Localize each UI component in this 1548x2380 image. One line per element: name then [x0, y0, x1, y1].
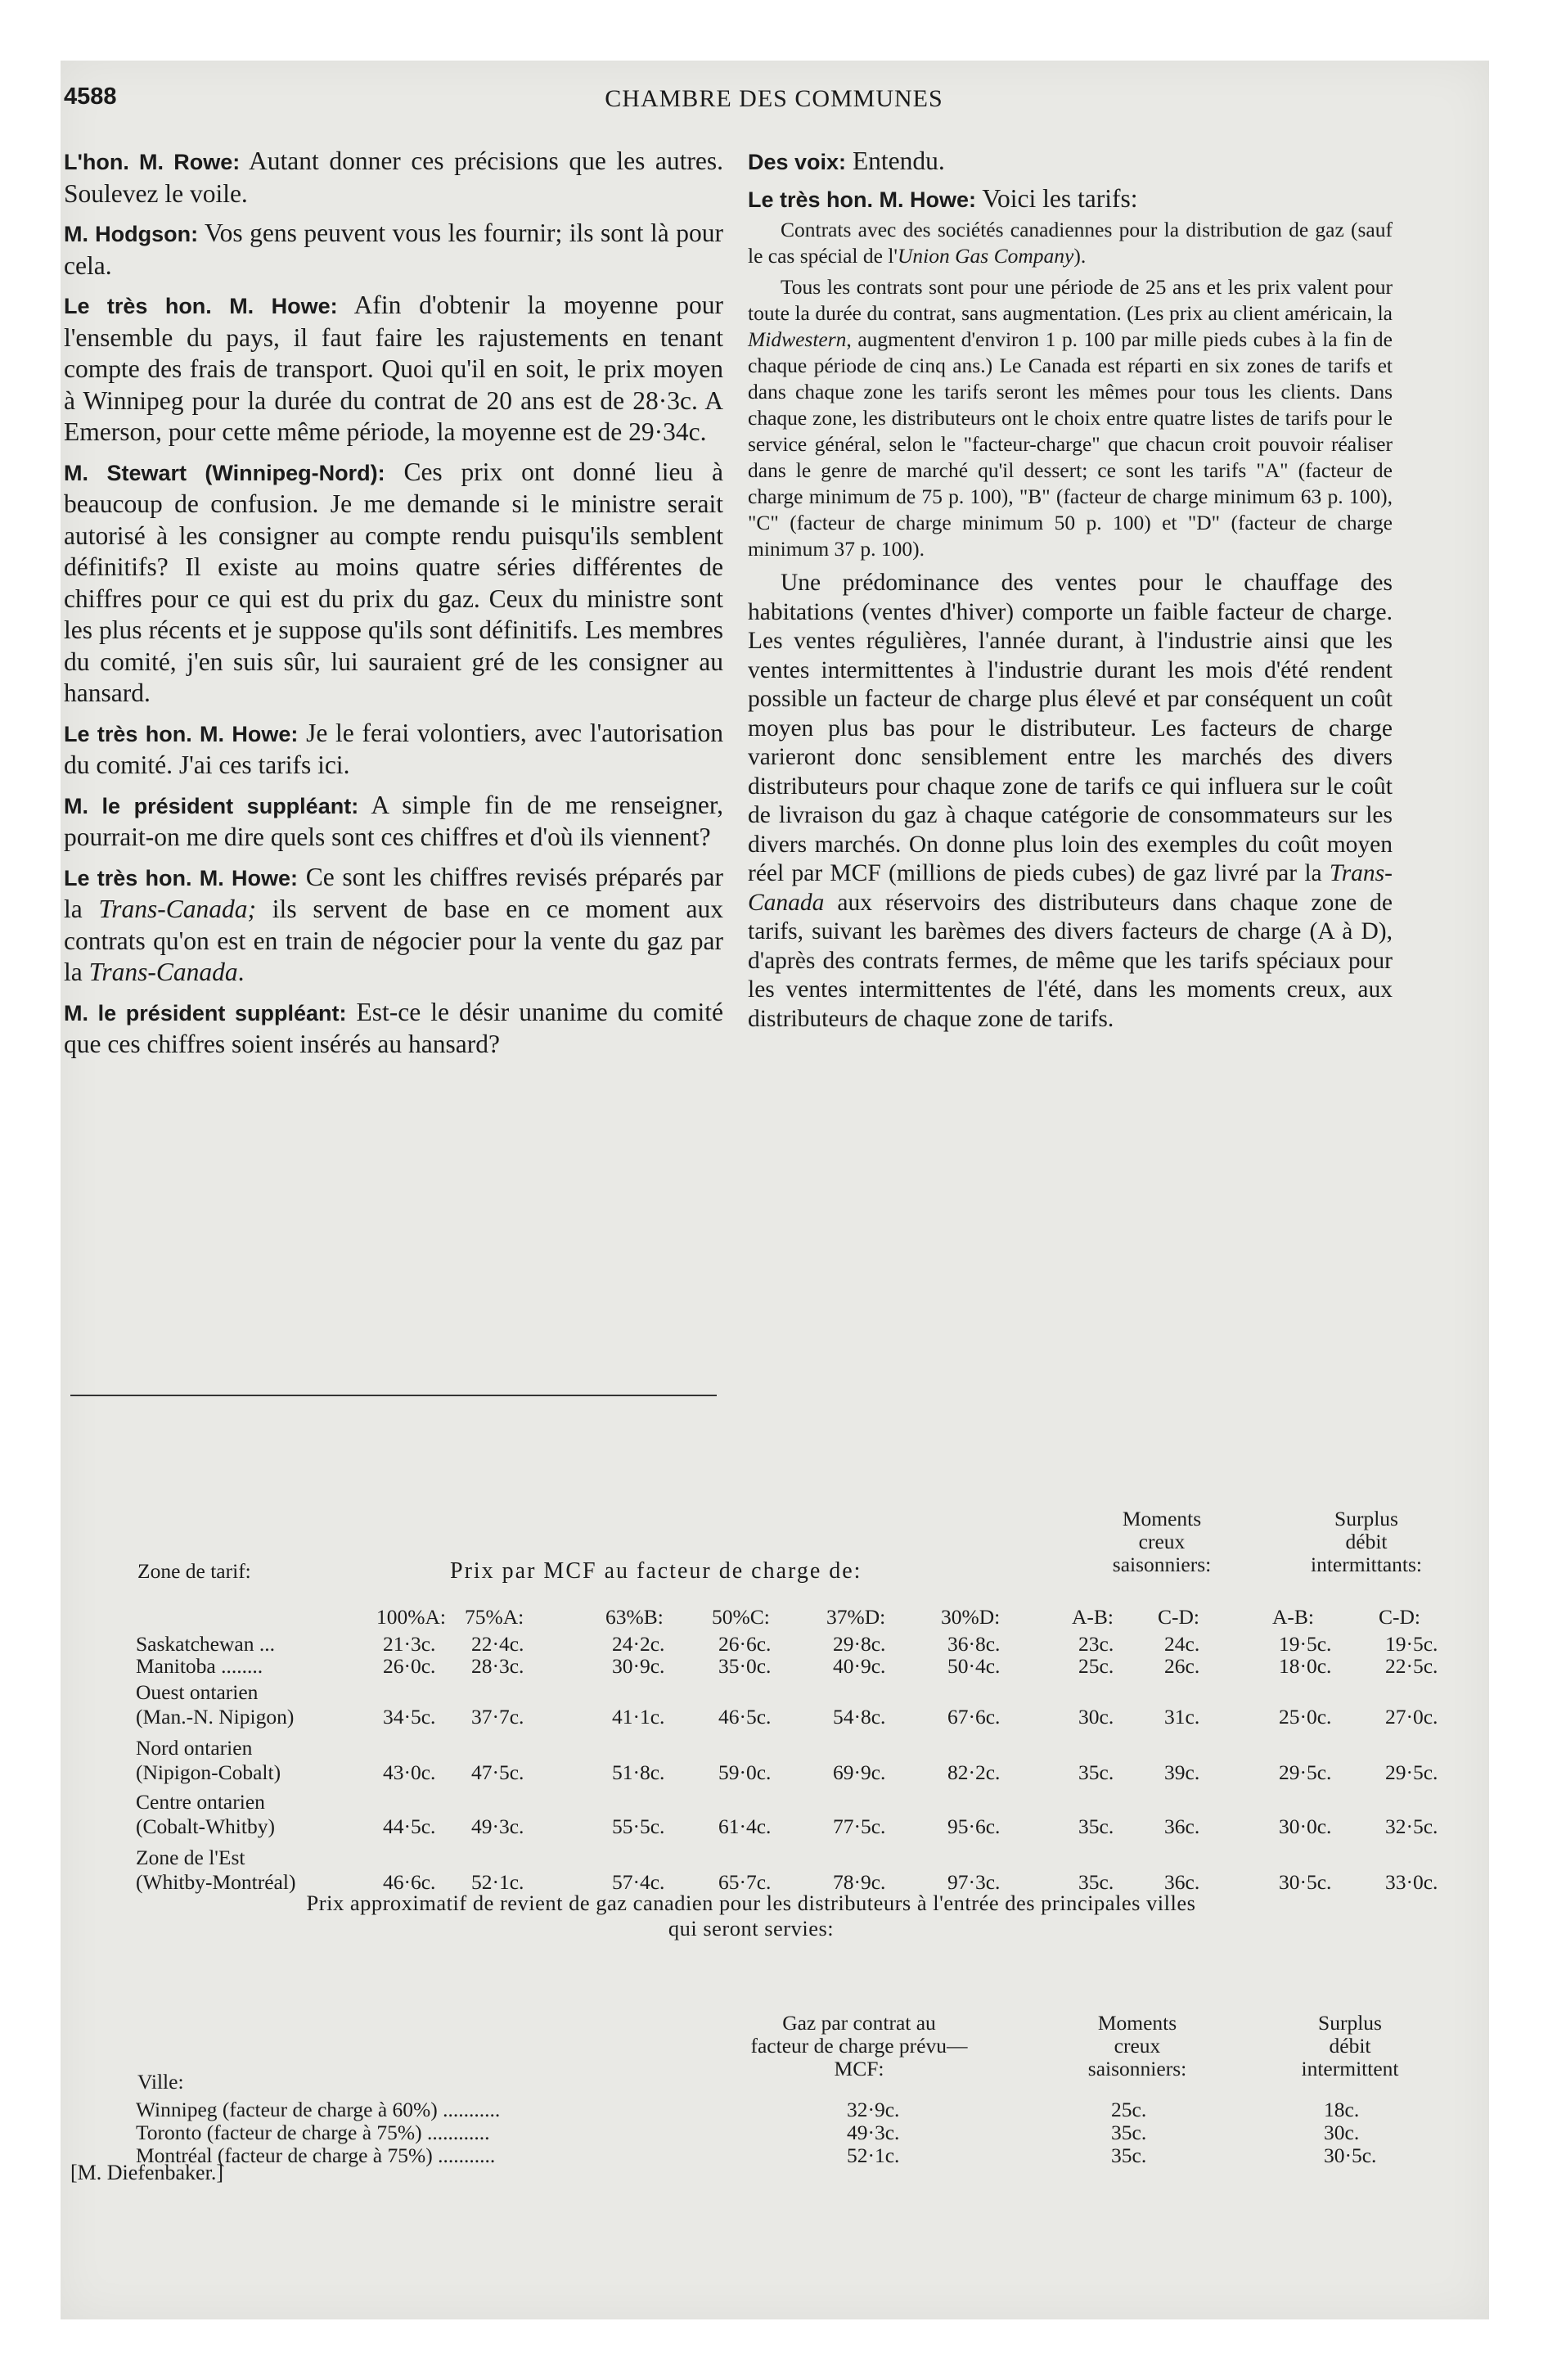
speaker-name: M. le président suppléant: — [64, 1000, 347, 1025]
tariff-value: 29·8c. — [833, 1632, 886, 1656]
tariff-value: 46·5c. — [718, 1705, 772, 1729]
speaker-name: Le très hon. M. Howe: — [64, 721, 299, 746]
tariff-value: 30c. — [1078, 1705, 1114, 1729]
gaz-price: 49·3c. — [847, 2121, 900, 2144]
tariff-value: 25·0c. — [1279, 1705, 1332, 1729]
tariff-subheader: 50%C: — [712, 1605, 770, 1629]
speech-emphasis: Trans-Canada — [88, 958, 238, 986]
tariff-value: 18·0c. — [1279, 1654, 1332, 1678]
tariff-value: 35·0c. — [718, 1654, 772, 1678]
tariff-value: 19·5c. — [1385, 1632, 1438, 1656]
speech-text: Autant donner ces précisions que les autres. Soulevez le voile. — [64, 146, 723, 208]
tariff-value: 65·7c. — [718, 1870, 772, 1894]
creux-column-header: Moments creux saisonniers: — [1087, 2011, 1187, 2080]
tariff-value: 77·5c. — [833, 1814, 886, 1838]
tariff-value: 54·8c. — [833, 1705, 886, 1729]
price-column-header: Prix par MCF au facteur de charge de: — [450, 1558, 862, 1584]
speech-text: Entendu. — [846, 146, 945, 175]
tariff-subheader: 75%A: — [465, 1605, 524, 1629]
tariff-value: 24·2c. — [612, 1632, 665, 1656]
speaker-name: M. Hodgson: — [64, 222, 199, 246]
page-number: 4588 — [64, 83, 117, 110]
speaker-name: Le très hon. M. Howe: — [64, 294, 338, 318]
tariff-value: 19·5c. — [1279, 1632, 1332, 1656]
note-text: Contrats avec des sociétés canadiennes pour la distribution de gaz (sauf le cas spécial de l' — [748, 218, 1393, 268]
tariff-value: 36c. — [1164, 1870, 1200, 1894]
surplus-price: 30c. — [1324, 2121, 1360, 2144]
tariff-value: 22·5c. — [1385, 1654, 1438, 1678]
speech-text: . — [237, 958, 245, 986]
zone-name: (Nipigon-Cobalt) — [136, 1760, 281, 1784]
tariff-value: 29·5c. — [1385, 1760, 1438, 1784]
tariff-value: 40·9c. — [833, 1654, 886, 1678]
speaker-name: Des voix: — [748, 150, 847, 174]
zone-name: (Cobalt-Whitby) — [136, 1814, 275, 1838]
tariff-value: 55·5c. — [612, 1814, 665, 1838]
tariff-value: 51·8c. — [612, 1760, 665, 1784]
tariff-value: 37·7c. — [471, 1705, 524, 1729]
ville-column-header: Ville: — [137, 2070, 184, 2094]
tariff-value: 59·0c. — [718, 1760, 772, 1784]
paragraph-emphasis: Trans-Canada — [748, 860, 1393, 916]
zone-name: (Man.-N. Nipigon) — [136, 1705, 295, 1729]
tariff-value: 33·0c. — [1385, 1870, 1438, 1894]
zone-name: (Whitby-Montréal) — [136, 1870, 296, 1894]
tariff-value: 26·6c. — [718, 1632, 772, 1656]
note-text: Tous les contrats sont pour une période de 25 ans et les prix valent pour toute la durée du contrat, sans augmentation. (Les prix au client américain, la — [748, 275, 1393, 325]
note-emphasis: Union Gas Company — [898, 244, 1074, 268]
creux-price: 35c. — [1111, 2143, 1147, 2167]
table2-caption: Prix approximatif de revient de gaz canadien pour les distributeurs à l'entrée des principales villes qui seront servies: — [306, 1891, 1196, 1941]
tariff-subheader: C-D: — [1158, 1605, 1199, 1629]
city-name: Montréal (facteur de charge à 75%) ........... — [136, 2143, 496, 2167]
tariff-value: 24c. — [1164, 1632, 1200, 1656]
zone-name: Centre ontarien — [136, 1790, 265, 1814]
paragraph-text: Une prédominance des ventes pour le chauffage des habitations (ventes d'hiver) comporte un faible facteur de charge. Les ventes régulières, l'année durant, à l'industrie ainsi que les ventes intermittentes à l'industrie durant les mois d'été rendent possible un facteur de charge plus élevé et par conséquent un coût moyen plus bas pour le distributeur. Les facteurs de charge varieront donc sensiblement entre les marchés des divers distributeurs pour chaque zone de tarifs ce qui influera sur le coût de livraison du gaz à chaque catégorie de consommateurs sur les divers marchés. On donne plus loin des exemples du coût moyen réel par MCF (millions de pieds cubes) de gaz livré par la — [748, 570, 1393, 886]
surplus-column-header: Surplus débit intermittent — [1301, 2011, 1399, 2080]
tariff-value: 82·2c. — [947, 1760, 1001, 1784]
speech-emphasis: Trans-Canada; — [98, 895, 257, 923]
tariff-value: 35c. — [1078, 1814, 1114, 1838]
speaker-name: Le très hon. M. Howe: — [64, 865, 299, 890]
speaker-name: M. le président suppléant: — [64, 793, 359, 818]
note-emphasis: Midwestern — [748, 327, 847, 351]
tariff-value: 30·5c. — [1279, 1870, 1332, 1894]
tariff-value: 26·0c. — [383, 1654, 436, 1678]
tariff-value: 27·0c. — [1385, 1705, 1438, 1729]
tariff-value: 69·9c. — [833, 1760, 886, 1784]
tariff-subheader: 30%D: — [941, 1605, 1001, 1629]
creux-price: 25c. — [1111, 2098, 1147, 2121]
speaker-name: L'hon. M. Rowe: — [64, 150, 241, 174]
tariff-value: 67·6c. — [947, 1705, 1001, 1729]
tariff-value: 32·5c. — [1385, 1814, 1438, 1838]
speech-text: Est-ce le désir unanime du comité que ces chiffres soient insérés au hansard? — [64, 997, 723, 1058]
gaz-column-header: Gaz par contrat au facteur de charge prévu— MCF: — [750, 2011, 968, 2080]
tariff-value: 31c. — [1164, 1705, 1200, 1729]
tariff-value: 36c. — [1164, 1814, 1200, 1838]
tariff-value: 41·1c. — [612, 1705, 665, 1729]
surplus-price: 18c. — [1324, 2098, 1360, 2121]
tariff-subheader: 100%A: — [376, 1605, 446, 1629]
speech-text: ils servent de base en ce moment aux contrats qu'on est en train de négocier pour la vente du gaz par la — [64, 895, 723, 986]
tariff-value: 26c. — [1164, 1654, 1200, 1678]
tariff-value: 49·3c. — [471, 1814, 524, 1838]
speech-text: Je le ferai volontiers, avec l'autorisation du comité. J'ai ces tarifs ici. — [64, 718, 723, 779]
tariff-subheader: C-D: — [1379, 1605, 1420, 1629]
tariff-subheader: 37%D: — [826, 1605, 886, 1629]
tariff-value: 57·4c. — [612, 1870, 665, 1894]
tariff-value: 22·4c. — [471, 1632, 524, 1656]
speech-text: A simple fin de me renseigner, pourrait-on me dire quels sont ces chiffres et d'où ils viennent? — [64, 790, 723, 851]
tariff-subheader: A-B: — [1072, 1605, 1114, 1629]
creux-price: 35c. — [1111, 2121, 1147, 2144]
zone-name: Zone de l'Est — [136, 1846, 245, 1869]
tariff-value: 46·6c. — [383, 1870, 436, 1894]
tariff-value: 29·5c. — [1279, 1760, 1332, 1784]
tariff-value: 50·4c. — [947, 1654, 1001, 1678]
tariff-value: 47·5c. — [471, 1760, 524, 1784]
tariff-subheader: A-B: — [1272, 1605, 1314, 1629]
tariff-value: 25c. — [1078, 1654, 1114, 1678]
running-head: CHAMBRE DES COMMUNES — [605, 85, 943, 112]
zone-name: Manitoba ........ — [136, 1654, 263, 1678]
tariff-value: 30·9c. — [612, 1654, 665, 1678]
speech-text: Afin d'obtenir la moyenne pour l'ensemble du pays, il faut faire les rajustements en tenant compte des frais de transport. Quoi qu'il en soit, le prix moyen à Winnipeg pour la durée du contrat de 20 ans est de 28·3c. A Emerson, pour cette même période, la moyenne est de 29·34c. — [64, 291, 723, 446]
city-name: Toronto (facteur de charge à 75%) ............ — [136, 2121, 490, 2144]
tariff-value: 36·8c. — [947, 1632, 1001, 1656]
tariff-value: 21·3c. — [383, 1632, 436, 1656]
tariff-value: 30·0c. — [1279, 1814, 1332, 1838]
speech-text: Ces prix ont donné lieu à beaucoup de confusion. Je me demande si le ministre serait autorisé à les consigner au compte rendu puisqu'ils semblent définitifs? Il existe au moins quatre séries différentes de chiffres pour ce qui est du prix du gaz. Ceux du ministre sont les plus récents et je suppose qu'ils sont définitifs. Les membres du comité, j'en suis sûr, lui sauraient gré de les consigner au hansard. — [64, 457, 723, 707]
speaker-name: Le très hon. M. Howe: — [748, 187, 977, 212]
speech-text: Ce sont les chiffres revisés préparés par la — [64, 862, 723, 923]
surplus-column-header: Surplus débit intermittants: — [1311, 1507, 1422, 1576]
creux-column-header: Moments creux saisonniers: — [1112, 1507, 1212, 1576]
tariff-value: 34·5c. — [383, 1705, 436, 1729]
tariff-value: 61·4c. — [718, 1814, 772, 1838]
tariff-value: 39c. — [1164, 1760, 1200, 1784]
speaker-footer: [M. Diefenbaker.] — [70, 2161, 223, 2184]
tariff-value: 23c. — [1078, 1632, 1114, 1656]
zone-name: Nord ontarien — [136, 1736, 253, 1760]
zone-column-header: Zone de tarif: — [137, 1559, 251, 1583]
speech-text: Vos gens peuvent vous les fournir; ils sont là pour cela. — [64, 219, 723, 280]
speech-text: Voici les tarifs: — [976, 183, 1138, 213]
tariff-value: 35c. — [1078, 1870, 1114, 1894]
paragraph-text: aux réservoirs des distributeurs dans chaque zone de tarifs, suivant les barèmes des divers facteurs de charge (A à D), d'après des contrats fermes, de même que les tarifs spéciaux pour les ventes intermittentes de l'été, dans les moments creux, aux distributeurs de chaque zone de tarifs. — [748, 889, 1393, 1032]
zone-name: Ouest ontarien — [136, 1680, 259, 1704]
tariff-value: 43·0c. — [383, 1760, 436, 1784]
city-name: Winnipeg (facteur de charge à 60%) ........... — [136, 2098, 501, 2121]
surplus-price: 30·5c. — [1324, 2143, 1377, 2167]
speaker-name: M. Stewart (Winnipeg-Nord): — [64, 460, 385, 485]
tariff-value: 28·3c. — [471, 1654, 524, 1678]
tariff-subheader: 63%B: — [605, 1605, 664, 1629]
tariff-value: 35c. — [1078, 1760, 1114, 1784]
zone-name: Saskatchewan ... — [136, 1632, 275, 1656]
tariff-value: 52·1c. — [471, 1870, 524, 1894]
tariff-value: 95·6c. — [947, 1814, 1001, 1838]
tariff-value: 44·5c. — [383, 1814, 436, 1838]
gaz-price: 52·1c. — [847, 2143, 900, 2167]
note-text: ). — [1073, 244, 1087, 268]
note-text: , augmentent d'environ 1 p. 100 par mille pieds cubes à la fin de chaque période de cinq ans.) Le Canada est réparti en six zones de tarifs et dans chaque zone les tarifs seront les mêmes pour tous les clients. Dans chaque zone, les distributeurs ont le choix entre quatre listes de tarifs pour le service général, selon le "facteur-charge" que chacun croit pouvoir réaliser dans le genre de marché qu'il dessert; ce sont les tarifs "A" (facteur de charge minimum de 75 p. 100), "B" (facteur de charge minimum 63 p. 100), "C" (facteur de charge minimum 50 p. 100) et "D" (facteur de charge minimum 37 p. 100). — [748, 327, 1393, 561]
tariff-value: 78·9c. — [833, 1870, 886, 1894]
tariff-value: 97·3c. — [947, 1870, 1001, 1894]
gaz-price: 32·9c. — [847, 2098, 900, 2121]
